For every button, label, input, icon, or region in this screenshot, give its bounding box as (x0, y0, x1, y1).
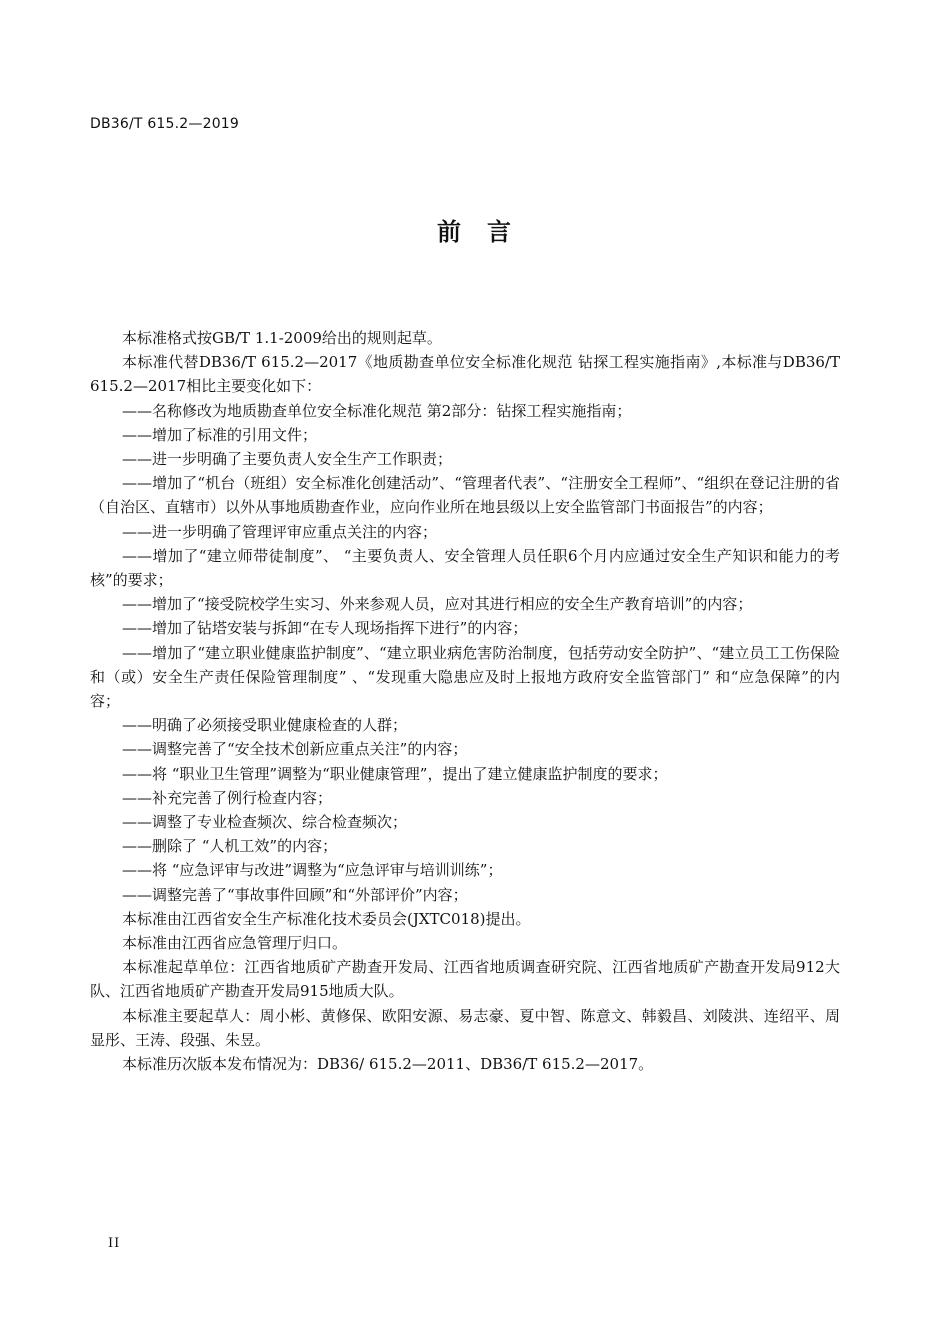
list-item: ——删除了 “人机工效”的内容； (122, 837, 338, 856)
page-number: II (108, 1236, 121, 1251)
list-item: ——增加了标准的引用文件； (122, 425, 318, 444)
title-char-1: 前 (437, 218, 463, 246)
list-item: ——增加了“建立师带徒制度”、 “主要负责人、安全管理人员任职6个月内应通过安全生产知识和能力的考核”的要求； (90, 546, 840, 590)
list-item: ——补充完善了例行检查内容； (122, 788, 333, 807)
list-item: ——调整完善了“安全技术创新应重点关注”的内容； (122, 740, 468, 759)
title-char-2: 言 (487, 218, 513, 246)
list-item: ——调整了专业检查频次、综合检查频次； (122, 813, 408, 832)
list-item: ——将 “职业卫生管理”调整为“职业健康管理”，提出了建立健康监护制度的要求； (122, 764, 668, 783)
list-item: ——调整完善了“事故事件回顾”和“外部评价”内容； (122, 885, 468, 904)
paragraph: 本标准历次版本发布情况为：DB36/ 615.2—2011、DB36/T 615.2—2017。 (122, 1055, 654, 1074)
paragraph: 本标准格式按GB/T 1.1-2009给出的规则起草。 (122, 329, 442, 347)
list-item: ——增加了“建立职业健康监护制度”、“建立职业病危害防治制度，包括劳动安全防护”、“建立员工工伤保险和（或）安全生产责任保险管理制度” 、“发现重大隐患应及时上报地方政府安全监管部门” 和“应急保障”的内容； (90, 643, 840, 711)
list-item: ——明确了必须接受职业健康检查的人群； (122, 716, 408, 735)
document-code: DB36/T 615.2—2019 (90, 116, 240, 132)
paragraph: 本标准由江西省应急管理厅归口。 (122, 934, 348, 953)
list-item: ——名称修改为地质勘查单位安全标准化规范 第2部分：钻探工程实施指南； (122, 401, 632, 420)
paragraph: 本标准由江西省安全生产标准化技术委员会(JXTC018)提出。 (122, 909, 531, 928)
paragraph: 本标准代替DB36/T 615.2—2017《地质勘查单位安全标准化规范 钻探工程实施指南》,本标准与DB36/T 615.2—2017相比主要变化如下： (90, 353, 840, 396)
paragraph: 本标准起草单位：江西省地质矿产勘查开发局、江西省地质调查研究院、江西省地质矿产勘查开发局912大队、江西省地质矿产勘查开发局915地质大队。 (90, 958, 840, 1001)
list-item: ——进一步明确了管理评审应重点关注的内容； (122, 522, 438, 541)
page-title (0, 212, 950, 247)
list-item: ——增加了“接受院校学生实习、外来参观人员，应对其进行相应的安全生产教育培训”的内容； (122, 595, 753, 614)
list-item: ——增加了钻塔安装与拆卸“在专人现场指挥下进行”的内容； (122, 619, 528, 638)
list-item: ——将 “应急评审与改进”调整为“应急评审与培训训练”； (122, 861, 503, 880)
paragraph: 本标准主要起草人：周小彬、黄修保、欧阳安源、易志豪、夏中智、陈意文、韩毅昌、刘陵洪、连绍平、周显彤、王涛、段强、朱昱。 (90, 1006, 840, 1049)
foreword-body (90, 326, 840, 1076)
list-item: ——进一步明确了主要负责人安全生产工作职责； (122, 450, 453, 469)
list-item: ——增加了“机台（班组）安全标准化创建活动”、“管理者代表”、“注册安全工程师”、“组织在登记注册的省（自治区、直辖市）以外从事地质勘查作业，应向作业所在地县级以上安全监管部门书面报告”的内容； (90, 474, 840, 517)
